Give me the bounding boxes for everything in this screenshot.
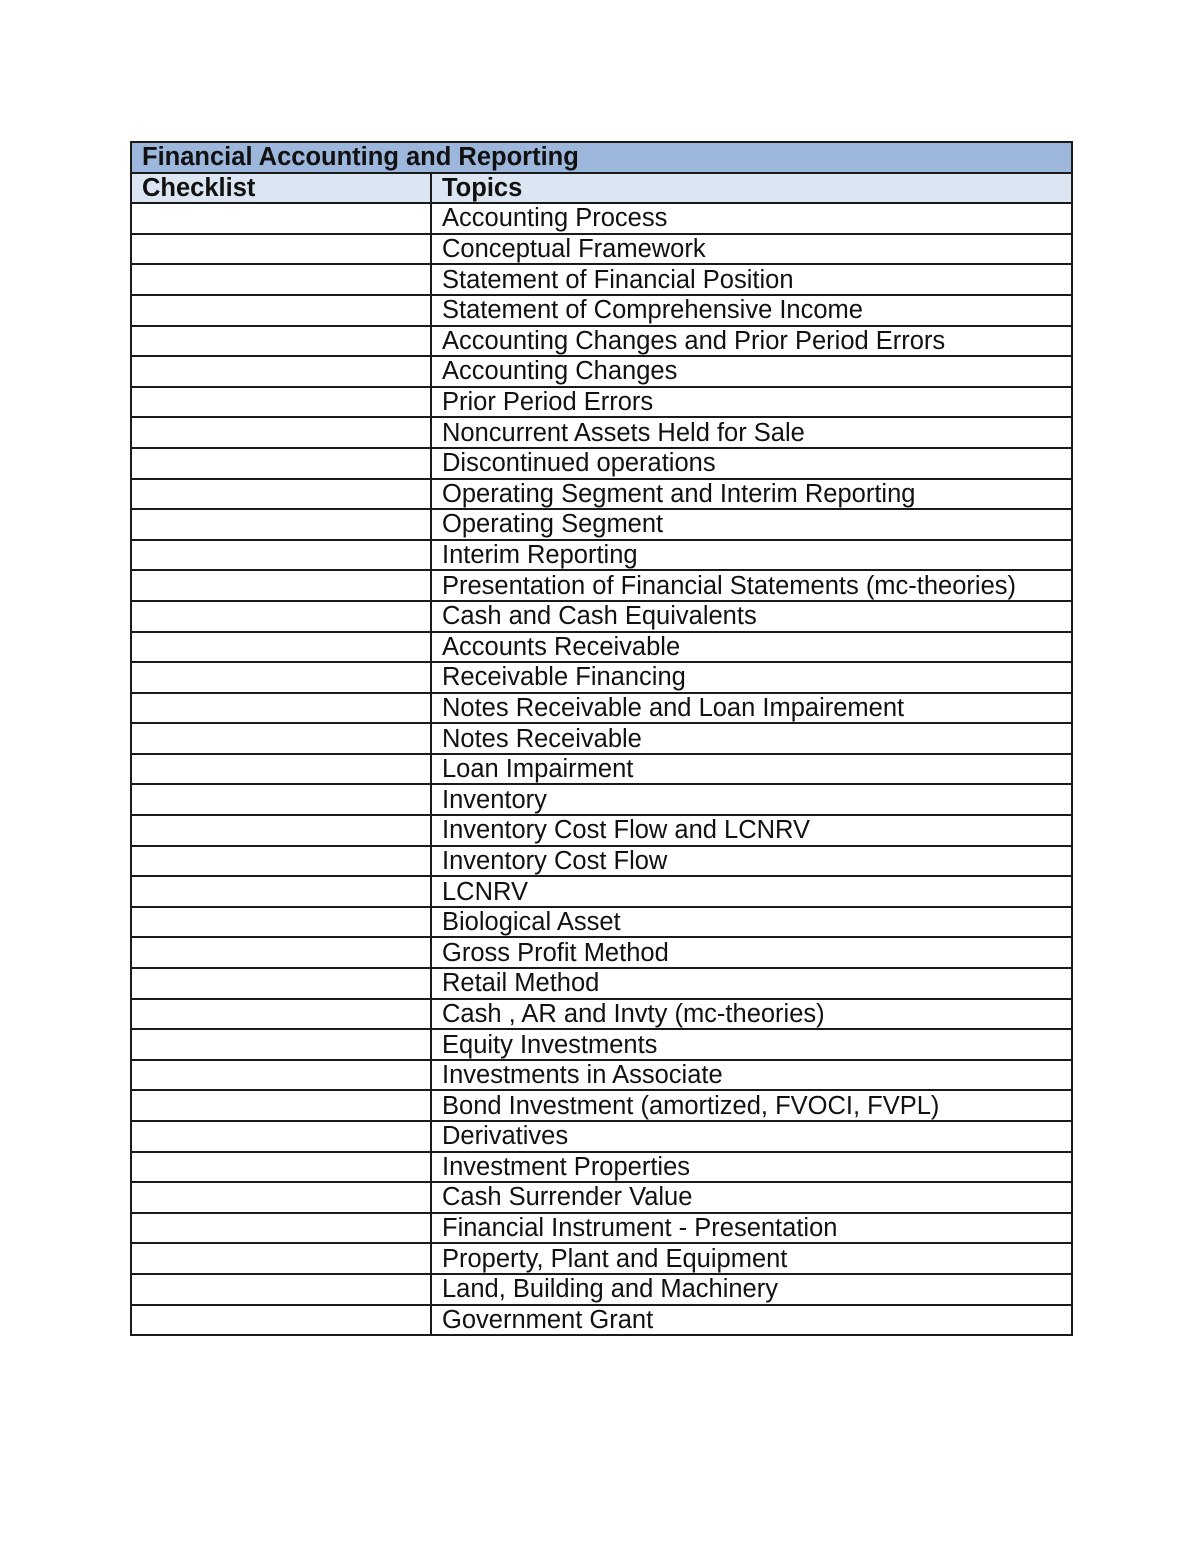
table-row <box>131 264 1072 295</box>
topic-cell: Presentation of Financial Statements (mc-theories) <box>431 570 1072 601</box>
topic-cell: Property, Plant and Equipment <box>431 1243 1072 1274</box>
table-header-row <box>131 173 1072 204</box>
checklist-cell[interactable] <box>131 1243 431 1274</box>
checklist-cell[interactable] <box>131 815 431 846</box>
checklist-cell[interactable] <box>131 326 431 357</box>
topic-cell: Statement of Comprehensive Income <box>431 295 1072 326</box>
table-row <box>131 968 1072 999</box>
topic-cell: Bond Investment (amortized, FVOCI, FVPL) <box>431 1090 1072 1121</box>
topic-cell: Gross Profit Method <box>431 937 1072 968</box>
checklist-cell[interactable] <box>131 1274 431 1305</box>
checklist-cell[interactable] <box>131 754 431 785</box>
topic-cell: Equity Investments <box>431 1029 1072 1060</box>
checklist-cell[interactable] <box>131 1029 431 1060</box>
topics-checklist-table <box>130 141 1073 1336</box>
table-row <box>131 540 1072 571</box>
checklist-cell[interactable] <box>131 723 431 754</box>
checklist-cell[interactable] <box>131 1182 431 1213</box>
table-row <box>131 784 1072 815</box>
checklist-cell[interactable] <box>131 1305 431 1336</box>
table-row <box>131 907 1072 938</box>
table-row <box>131 1090 1072 1121</box>
table-row <box>131 601 1072 632</box>
topic-cell: Derivatives <box>431 1121 1072 1152</box>
table-row <box>131 937 1072 968</box>
checklist-cell[interactable] <box>131 1152 431 1183</box>
table-row <box>131 234 1072 265</box>
table-row <box>131 693 1072 724</box>
topic-cell: Cash and Cash Equivalents <box>431 601 1072 632</box>
checklist-cell[interactable] <box>131 509 431 540</box>
table-body <box>131 142 1072 1335</box>
checklist-column-header: Checklist <box>131 173 431 204</box>
topic-cell: Inventory <box>431 784 1072 815</box>
topic-cell: Notes Receivable and Loan Impairement <box>431 693 1072 724</box>
checklist-cell[interactable] <box>131 937 431 968</box>
table-title-row <box>131 142 1072 173</box>
topic-cell: Noncurrent Assets Held for Sale <box>431 417 1072 448</box>
topic-cell: Loan Impairment <box>431 754 1072 785</box>
checklist-cell[interactable] <box>131 907 431 938</box>
topic-cell: Financial Instrument - Presentation <box>431 1213 1072 1244</box>
topic-cell: Land, Building and Machinery <box>431 1274 1072 1305</box>
table-row <box>131 570 1072 601</box>
checklist-cell[interactable] <box>131 264 431 295</box>
topic-cell: Accounts Receivable <box>431 632 1072 663</box>
topic-cell: Accounting Process <box>431 203 1072 234</box>
table-title: Financial Accounting and Reporting <box>131 142 1072 173</box>
checklist-cell[interactable] <box>131 540 431 571</box>
topic-cell: Government Grant <box>431 1305 1072 1336</box>
topic-cell: Cash Surrender Value <box>431 1182 1072 1213</box>
table-row <box>131 999 1072 1030</box>
table-row <box>131 203 1072 234</box>
topic-cell: Statement of Financial Position <box>431 264 1072 295</box>
checklist-cell[interactable] <box>131 999 431 1030</box>
checklist-cell[interactable] <box>131 417 431 448</box>
checklist-cell[interactable] <box>131 203 431 234</box>
table-row <box>131 723 1072 754</box>
table-row <box>131 509 1072 540</box>
table-row <box>131 632 1072 663</box>
checklist-cell[interactable] <box>131 662 431 693</box>
topic-cell: Inventory Cost Flow and LCNRV <box>431 815 1072 846</box>
checklist-cell[interactable] <box>131 570 431 601</box>
table-row <box>131 662 1072 693</box>
checklist-cell[interactable] <box>131 968 431 999</box>
checklist-cell[interactable] <box>131 479 431 510</box>
topic-cell: Notes Receivable <box>431 723 1072 754</box>
topic-cell: Discontinued operations <box>431 448 1072 479</box>
checklist-cell[interactable] <box>131 448 431 479</box>
topic-cell: Prior Period Errors <box>431 387 1072 418</box>
checklist-cell[interactable] <box>131 295 431 326</box>
checklist-cell[interactable] <box>131 601 431 632</box>
table-row <box>131 1274 1072 1305</box>
table-row <box>131 876 1072 907</box>
table-row <box>131 448 1072 479</box>
checklist-cell[interactable] <box>131 356 431 387</box>
table-row <box>131 1060 1072 1091</box>
checklist-cell[interactable] <box>131 1090 431 1121</box>
topic-cell: Investment Properties <box>431 1152 1072 1183</box>
table-row <box>131 1029 1072 1060</box>
checklist-cell[interactable] <box>131 387 431 418</box>
topic-cell: Receivable Financing <box>431 662 1072 693</box>
checklist-cell[interactable] <box>131 234 431 265</box>
table-row <box>131 1243 1072 1274</box>
checklist-cell[interactable] <box>131 1060 431 1091</box>
table-row <box>131 1152 1072 1183</box>
topic-cell: LCNRV <box>431 876 1072 907</box>
topic-cell: Conceptual Framework <box>431 234 1072 265</box>
topics-column-header: Topics <box>431 173 1072 204</box>
checklist-cell[interactable] <box>131 1213 431 1244</box>
table-row <box>131 295 1072 326</box>
table-row <box>131 846 1072 877</box>
topic-cell: Cash , AR and Invty (mc-theories) <box>431 999 1072 1030</box>
table-row <box>131 815 1072 846</box>
table-row <box>131 479 1072 510</box>
table-row <box>131 417 1072 448</box>
topic-cell: Inventory Cost Flow <box>431 846 1072 877</box>
table-row <box>131 356 1072 387</box>
topic-cell: Interim Reporting <box>431 540 1072 571</box>
topic-cell: Accounting Changes <box>431 356 1072 387</box>
checklist-cell[interactable] <box>131 784 431 815</box>
table-row <box>131 1213 1072 1244</box>
checklist-cell[interactable] <box>131 846 431 877</box>
checklist-cell[interactable] <box>131 1121 431 1152</box>
topic-cell: Investments in Associate <box>431 1060 1072 1091</box>
table-row <box>131 1305 1072 1336</box>
table-row <box>131 754 1072 785</box>
topic-cell: Retail Method <box>431 968 1072 999</box>
table-row <box>131 1182 1072 1213</box>
topic-cell: Accounting Changes and Prior Period Errors <box>431 326 1072 357</box>
topic-cell: Biological Asset <box>431 907 1072 938</box>
table-row <box>131 387 1072 418</box>
table-row <box>131 326 1072 357</box>
checklist-cell[interactable] <box>131 632 431 663</box>
topic-cell: Operating Segment <box>431 509 1072 540</box>
checklist-cell[interactable] <box>131 876 431 907</box>
checklist-cell[interactable] <box>131 693 431 724</box>
table-row <box>131 1121 1072 1152</box>
topic-cell: Operating Segment and Interim Reporting <box>431 479 1072 510</box>
